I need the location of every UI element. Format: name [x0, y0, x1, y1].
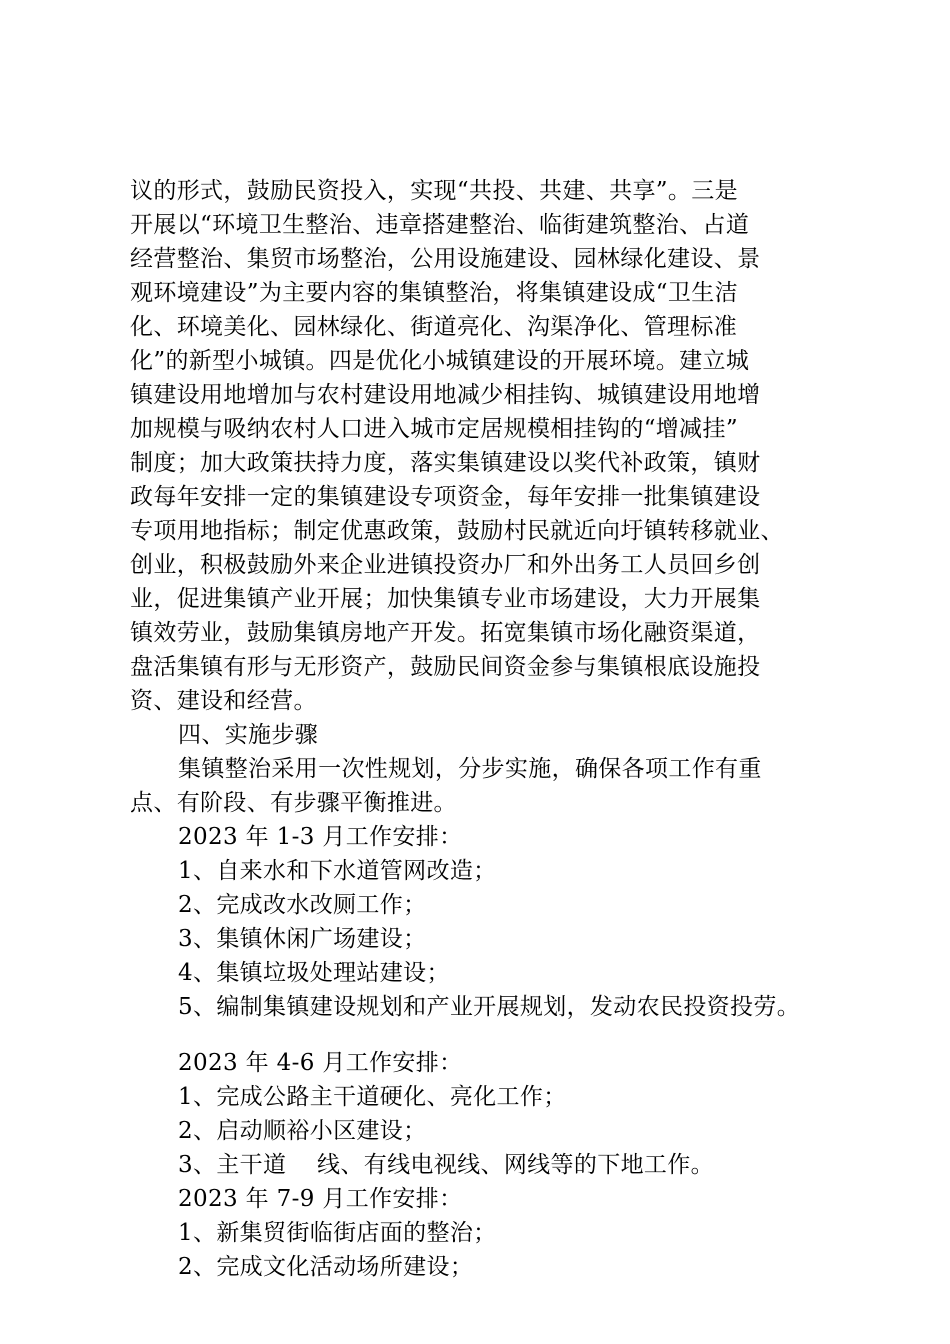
- section-intro-line: 点、有阶段、有步骤平衡推进。: [130, 790, 457, 816]
- schedule-item: 2、完成改水改厕工作；: [178, 892, 427, 918]
- body-line: 镇效劳业，鼓励集镇房地产开发。拓宽集镇市场化融资渠道，: [130, 620, 761, 646]
- body-line: 加规模与吸纳农村人口进入城市定居规模相挂钩的“增减挂”: [130, 416, 738, 442]
- schedule-heading: 2023 年 4-6 月工作安排：: [178, 1050, 463, 1076]
- body-line: 化、环境美化、园林绿化、街道亮化、沟渠净化、管理标准: [130, 314, 738, 340]
- body-line: 议的形式，鼓励民资投入，实现“共投、共建、共享”。三是: [130, 178, 738, 204]
- schedule-item: 1、自来水和下水道管网改造；: [178, 858, 497, 884]
- section-heading: 四、实施步骤: [178, 722, 319, 748]
- schedule-heading: 2023 年 7-9 月工作安排：: [178, 1186, 463, 1212]
- body-line: 创业，积极鼓励外来企业进镇投资办厂和外出务工人员回乡创: [130, 552, 761, 578]
- body-line: 经营整治、集贸市场整治，公用设施建设、园林绿化建设、景: [130, 246, 761, 272]
- schedule-item: 1、完成公路主干道硬化、亮化工作；: [178, 1084, 567, 1110]
- body-line: 开展以“环境卫生整治、违章搭建整治、临街建筑整治、占道: [130, 212, 750, 238]
- schedule-item: 3、主干道 线、有线电视线、网线等的下地工作。: [178, 1152, 714, 1178]
- body-line: 镇建设用地增加与农村建设用地减少相挂钩、城镇建设用地增: [130, 382, 761, 408]
- body-line: 盘活集镇有形与无形资产，鼓励民间资金参与集镇根底设施投: [130, 654, 761, 680]
- body-line: 化”的新型小城镇。四是优化小城镇建设的开展环境。建立城: [130, 348, 750, 374]
- schedule-item: 4、集镇垃圾处理站建设；: [178, 960, 450, 986]
- schedule-item: 3、集镇休闲广场建设；: [178, 926, 427, 952]
- schedule-item: 5、编制集镇建设规划和产业开展规划，发动农民投资投劳。: [178, 994, 801, 1020]
- schedule-item: 2、启动顺裕小区建设；: [178, 1118, 427, 1144]
- body-line: 资、建设和经营。: [130, 688, 317, 714]
- body-line: 专项用地指标；制定优惠政策，鼓励村民就近向圩镇转移就业、: [130, 518, 784, 544]
- schedule-heading: 2023 年 1-3 月工作安排：: [178, 824, 463, 850]
- body-line: 制度；加大政策扶持力度，落实集镇建设以奖代补政策，镇财: [130, 450, 761, 476]
- section-intro-line: 集镇整治采用一次性规划，分步实施，确保各项工作有重: [178, 756, 762, 782]
- body-line: 业，促进集镇产业开展；加快集镇专业市场建设，大力开展集: [130, 586, 761, 612]
- schedule-item: 1、新集贸街临街店面的整治；: [178, 1220, 497, 1246]
- schedule-item: 2、完成文化活动场所建设；: [178, 1254, 474, 1280]
- body-line: 政每年安排一定的集镇建设专项资金，每年安排一批集镇建设: [130, 484, 761, 510]
- body-line: 观环境建设”为主要内容的集镇整治，将集镇建设成“卫生洁: [130, 280, 738, 306]
